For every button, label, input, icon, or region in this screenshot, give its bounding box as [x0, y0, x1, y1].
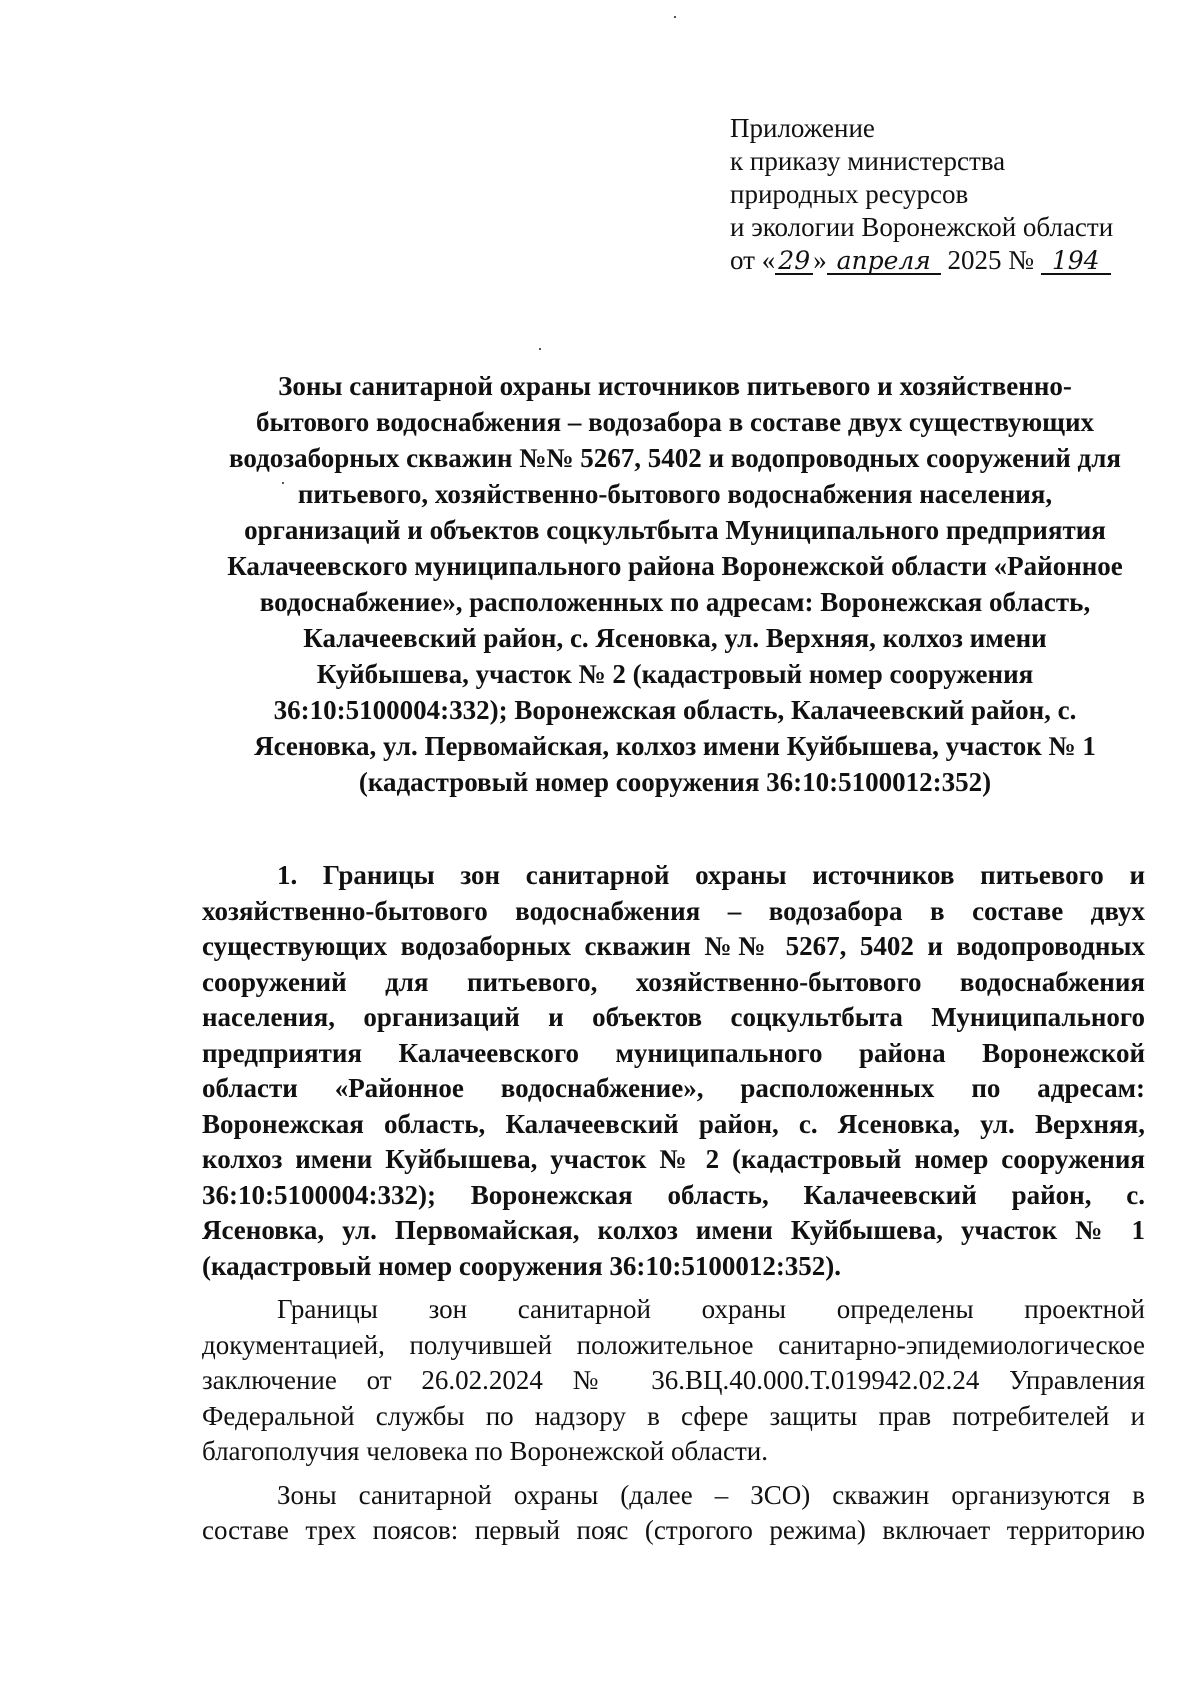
appendix-line: к приказу министерства	[730, 146, 1006, 176]
paragraph-line: населения, организаций и объектов соцкультбыта Муниципального	[202, 1002, 1145, 1032]
document-body	[202, 858, 1145, 1549]
paragraph-line: составе трех поясов: первый пояс (строгого режима) включает территорию	[202, 1515, 1145, 1545]
paragraph-line: Воронежская область, Калачеевский район, с. Ясеновка, ул. Верхняя,	[202, 1108, 1145, 1139]
title-line: Зоны санитарной охраны источников питьевого и хозяйственно-	[278, 371, 1072, 401]
paragraph-line: существующих водозаборных скважин №№ 5267, 5402 и водопроводных	[202, 931, 1145, 961]
paragraph-line: сооружений для питьевого, хозяйственно-бытового водоснабжения	[202, 966, 1145, 997]
appendix-header	[730, 112, 1170, 277]
paragraph-line: 36:10:5100004:332); Воронежская область, Калачеевский район, с.	[202, 1179, 1145, 1210]
zso-paragraph	[202, 1478, 1145, 1549]
document-title	[195, 368, 1155, 800]
boundaries-paragraph	[202, 1292, 1145, 1470]
title-line: Калачеевский район, с. Ясеновка, ул. Верхняя, колхоз имени	[303, 623, 1047, 653]
paragraph-line: Федеральной службы по надзору в сфере защиты прав потребителей и	[202, 1400, 1145, 1431]
date-prefix: от «	[730, 245, 776, 275]
title-line: организаций и объектов соцкультбыта Муниципального предприятия	[244, 515, 1106, 545]
title-line: (кадастровый номер сооружения 36:10:5100012:352)	[358, 767, 992, 797]
date-month-handwritten: апреля	[827, 249, 941, 275]
paragraph-line: области «Районное водоснабжение», расположенных по адресам:	[202, 1073, 1145, 1103]
paragraph-gap	[202, 1284, 1145, 1292]
paragraph-line: предприятия Калачеевского муниципального района Воронежской	[202, 1037, 1145, 1068]
title-line: питьевого, хозяйственно-бытового водоснабжения населения,	[297, 479, 1053, 509]
paragraph-line: (кадастровый номер сооружения 36:10:5100012:352).	[202, 1250, 842, 1281]
paragraph-line: благополучия человека по Воронежской области.	[202, 1436, 768, 1466]
section-1-paragraph	[202, 858, 1145, 1284]
paragraph-line: Зоны санитарной охраны (далее – ЗСО) скважин организуются в	[277, 1479, 1145, 1510]
paragraph-line: хозяйственно-бытового водоснабжения – водозабора в составе двух	[202, 895, 1145, 926]
paragraph-line: колхоз имени Куйбышева, участок № 2 (кадастровый номер сооружения	[202, 1144, 1145, 1174]
appendix-line: и экологии Воронежской области	[730, 212, 1114, 242]
title-line: водозаборных скважин №№ 5267, 5402 и водопроводных сооружений для	[229, 443, 1121, 473]
title-line: 36:10:5100004:332); Воронежская область, Калачеевский район, с.	[273, 695, 1077, 725]
title-line: Калачеевского муниципального района Воронежской области «Районное	[227, 551, 1123, 581]
appendix-line: природных ресурсов	[730, 179, 969, 209]
date-day-handwritten: 29	[775, 249, 813, 275]
title-line: Ясеновка, ул. Первомайская, колхоз имени Куйбышева, участок № 1	[254, 731, 1096, 761]
paragraph-gap	[202, 1470, 1145, 1478]
order-number-handwritten: 194	[1041, 249, 1111, 275]
title-line: Куйбышева, участок № 2 (кадастровый номер сооружения	[316, 659, 1034, 689]
paragraph-line: Ясеновка, ул. Первомайская, колхоз имени Куйбышева, участок № 1	[202, 1215, 1145, 1245]
appendix-date-line	[730, 244, 1170, 277]
title-line: бытового водоснабжения – водозабора в составе двух существующих	[255, 407, 1095, 437]
date-year: 2025 №	[940, 245, 1041, 275]
scan-speck	[674, 16, 676, 18]
scan-speck	[539, 348, 541, 350]
title-line: водоснабжение», расположенных по адресам: Воронежская область,	[259, 587, 1091, 617]
appendix-line: Приложение	[730, 113, 875, 143]
paragraph-line: Границы зон санитарной охраны определены проектной	[277, 1294, 1145, 1324]
paragraph-line: заключение от 26.02.2024 № 36.ВЦ.40.000.Т.019942.02.24 Управления	[202, 1365, 1145, 1395]
date-quote-close: »	[813, 245, 827, 275]
paragraph-line: 1. Границы зон санитарной охраны источников питьевого и	[277, 860, 1145, 890]
paragraph-line: документацией, получившей положительное санитарно-эпидемиологическое	[202, 1329, 1145, 1360]
